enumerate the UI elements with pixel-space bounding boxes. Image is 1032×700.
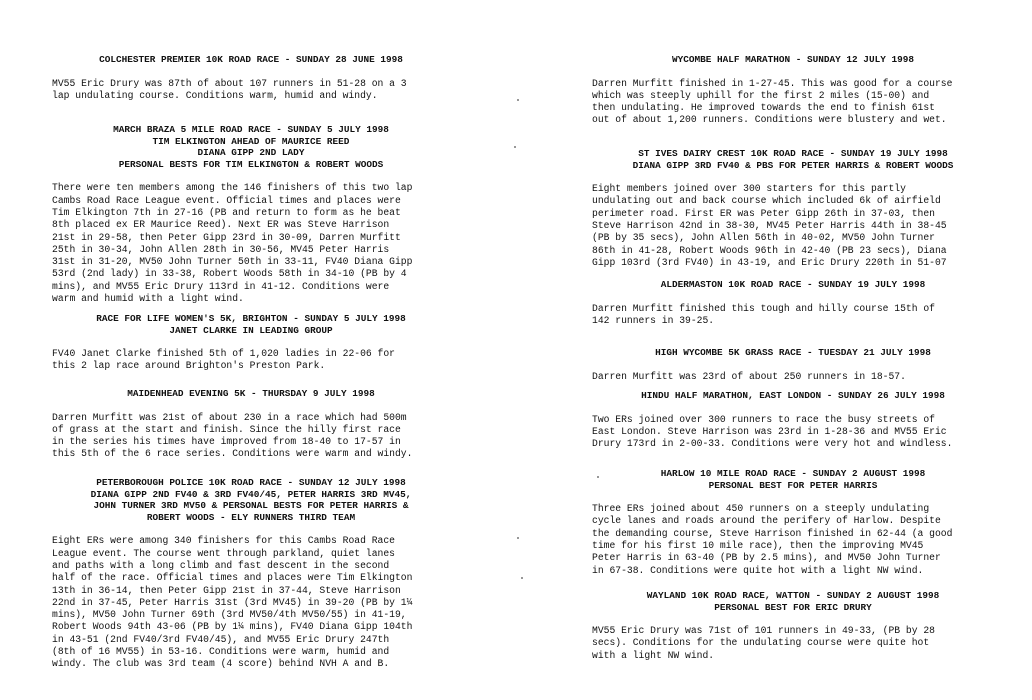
- article-subhead: JOHN TURNER 3RD MV50 & PERSONAL BESTS FOR PETER HARRIS &: [93, 500, 409, 512]
- article-subhead: DIANA GIPP 3RD FV40 & PBS FOR PETER HARRIS & ROBERT WOODS: [632, 159, 954, 171]
- article-heading: ALDERMASTON 10K ROAD RACE - SUNDAY 19 JULY 1998: [660, 279, 926, 290]
- article-subhead: PERSONAL BESTS FOR TIM ELKINGTON & ROBERT WOODS: [118, 158, 384, 170]
- article-heading: HARLOW 10 MILE ROAD RACE - SUNDAY 2 AUGUST 1998: [660, 468, 926, 479]
- scan-speck: [597, 476, 599, 478]
- article-body: MV55 Eric Drury was 87th of about 107 runners in 51-28 on a 3 lap undulating course. Conditions warm, humid and windy.: [52, 77, 407, 101]
- article-race-for-life: [52, 313, 450, 373]
- article-harlow: [592, 468, 994, 577]
- article-body: MV55 Eric Drury was 71st of 101 runners in 49-33, (PB by 28 secs). Conditions for the undulating course were quite hot with a light NW wind.: [592, 625, 935, 661]
- article-aldermaston: [592, 279, 994, 327]
- scan-speck: [521, 577, 523, 579]
- article-body: Eight ERs were among 340 finishers for this Cambs Road Race League event. The course went through parkland, quiet lanes and paths with a long climb and fast descent in the second half of the race. Official times and places were Tim Elkington 13th in 36-14, then Peter Gipp 21st in 37-44, Steve Harrison 22nd in 37-45, Peter Harris 31st (3rd MV45) in 39-20 (PB by 1¼ mins), MV50 John Turner 69th (3rd MV50/4th MV50/55) in 41-19, Robert Woods 94th 43-06 (PB by 1¼ mins), FV40 Diana Gipp 104th in 43-51 (2nd FV40/3rd FV40/45), and MV55 Eric Drury 247th (8th of 16 MV55) in 53-16. Conditions were warm, humid and windy. The club was 3rd team (4 score) behind NVH A and B.: [52, 535, 413, 670]
- article-heading: MAIDENHEAD EVENING 5K - THURSDAY 9 JULY 1998: [127, 388, 375, 399]
- article-heading: RACE FOR LIFE WOMEN'S 5K, BRIGHTON - SUNDAY 5 JULY 1998: [96, 313, 406, 324]
- article-peterborough: [52, 477, 450, 671]
- article-march-braza: [52, 124, 450, 305]
- article-heading: ST IVES DAIRY CREST 10K ROAD RACE - SUNDAY 19 JULY 1998: [638, 148, 948, 159]
- article-body: Darren Murfitt was 23rd of about 250 runners in 18-57.: [592, 370, 906, 382]
- article-high-wycombe: [592, 347, 994, 383]
- article-heading: PETERBOROUGH POLICE 10K ROAD RACE - SUNDAY 12 JULY 1998: [96, 477, 406, 488]
- article-body: Darren Murfitt was 21st of about 230 in a race which had 500m of grass at the start and finish. Since the hilly first race in the series his times have improved from 18-40 to 17-57 in this 5th of the 6 race series. Conditions were warm and windy.: [52, 411, 413, 460]
- article-subhead: DIANA GIPP 2ND FV40 & 3RD FV40/45, PETER HARRIS 3RD MV45,: [90, 488, 412, 500]
- article-colchester: [52, 54, 450, 102]
- article-st-ives: [592, 148, 994, 269]
- article-subhead: JANET CLARKE IN LEADING GROUP: [169, 324, 333, 336]
- article-heading: WAYLAND 10K ROAD RACE, WATTON - SUNDAY 2 AUGUST 1998: [646, 590, 940, 601]
- article-body: FV40 Janet Clarke finished 5th of 1,020 ladies in 22-06 for this 2 lap race around Brighton's Preston Park.: [52, 348, 395, 372]
- article-subhead: PERSONAL BEST FOR ERIC DRURY: [714, 601, 872, 613]
- article-heading: HIGH WYCOMBE 5K GRASS RACE - TUESDAY 21 JULY 1998: [655, 347, 931, 358]
- article-subhead: PERSONAL BEST FOR PETER HARRIS: [708, 479, 878, 491]
- article-body: Three ERs joined about 450 runners on a steeply undulating cycle lanes and roads around the perifery of Harlow. Despite the demanding course, Steve Harrison finished in 62-44 (a good time for his first 10 mile race), then the improving MV45 Peter Harris in 63-40 (PB by 2.5 mins), and MV50 John Turner in 67-38. Conditions were quite hot with a light NW wind.: [592, 503, 953, 576]
- article-heading: MARCH BRAZA 5 MILE ROAD RACE - SUNDAY 5 JULY 1998: [113, 124, 389, 135]
- article-wycombe-half: [592, 54, 994, 127]
- article-heading: WYCOMBE HALF MARATHON - SUNDAY 12 JULY 1998: [672, 54, 914, 65]
- article-subhead: ROBERT WOODS - ELY RUNNERS THIRD TEAM: [146, 511, 356, 523]
- article-body: Two ERs joined over 300 runners to race the busy streets of East London. Steve Harrison was 23rd in 1-28-36 and MV55 Eric Drury 173rd in 2-00-33. Conditions were very hot and windless.: [592, 413, 953, 450]
- article-body: Darren Murfitt finished this tough and hilly course 15th of 142 runners in 39-25.: [592, 302, 935, 326]
- article-subhead: DIANA GIPP 2ND LADY: [197, 147, 305, 159]
- article-maidenhead: [52, 388, 450, 461]
- scan-speck: [517, 99, 519, 101]
- scan-speck: [514, 146, 516, 148]
- article-subhead: TIM ELKINGTON AHEAD OF MAURICE REED: [152, 135, 350, 147]
- scan-speck: [517, 537, 519, 539]
- article-body: Darren Murfitt finished in 1-27-45. This was good for a course which was steeply uphill for the first 2 miles (15-00) and then undulating. He improved towards the end to finish 61st out of about 1,200 runners. Conditions were blustery and wet.: [592, 77, 953, 126]
- article-body: Eight members joined over 300 starters for this partly undulating out and back course which included 6k of airfield perimeter road. First ER was Peter Gipp 26th in 37-03, then Steve Harrison 42nd in 38-30, MV45 Peter Harris 44th in 38-45 (PB by 35 secs), John Allen 56th in 40-02, MV50 John Turner 86th in 41-28, Robert Woods 96th in 42-40 (PB 23 secs), Diana Gipp 103rd (3rd FV40) in 43-19, and Eric Drury 220th in 51-07: [592, 183, 947, 268]
- article-heading: COLCHESTER PREMIER 10K ROAD RACE - SUNDAY 28 JUNE 1998: [99, 54, 403, 65]
- article-heading: HINDU HALF MARATHON, EAST LONDON - SUNDAY 26 JULY 1998: [641, 390, 945, 401]
- article-body: There were ten members among the 146 finishers of this two lap Cambs Road Race League event. Official times and places were Tim Elkington 7th in 27-16 (PB and return to form as he beat 8th placed ex ER Maurice Reed). Next ER was Steve Harrison 21st in 29-58, then Peter Gipp 23rd in 30-09, Darren Murfitt 25th in 30-34, John Allen 28th in 30-56, MV45 Peter Harris 31st in 31-20, MV50 John Turner 50th in 33-11, FV40 Diana Gipp 53rd (2nd lady) in 33-38, Robert Woods 58th in 34-10 (PB by 4 mins), and MV55 Eric Drury 113rd in 41-12. Conditions were warm and humid with a light wind.: [52, 182, 413, 305]
- article-wayland: [592, 590, 994, 662]
- article-hindu-half: [592, 390, 994, 450]
